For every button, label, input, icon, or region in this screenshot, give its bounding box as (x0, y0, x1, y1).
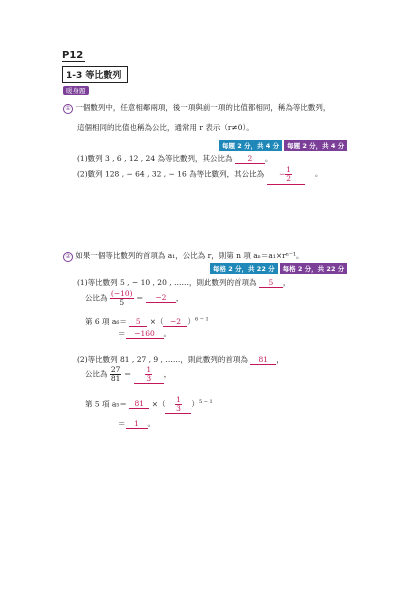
answer-numerator: 1 (146, 365, 152, 374)
term-label: 第 6 項 a₆＝ (85, 317, 127, 326)
answer-blank (165, 396, 191, 414)
part-text: (1)數列 3 , 6 , 12 , 24 為等比數列，其公比為 (77, 154, 233, 163)
answer-blank: −2 (163, 317, 187, 327)
times-symbol: ×（ (149, 317, 164, 326)
question-2-intro (63, 250, 303, 262)
ratio-denominator: 81 (110, 373, 121, 383)
question-2-part-1 (77, 277, 290, 288)
comma: ， (163, 369, 172, 379)
equals: ＝ (118, 329, 126, 338)
score-bar-1 (219, 140, 347, 151)
answer-numerator: 1 (176, 395, 181, 404)
close-paren: ） (191, 399, 199, 409)
question-1-line1: 一個數列中，任意相鄰兩項，後一項與前一項的比值都相同，稱為等比數列， (75, 103, 331, 112)
answer-numerator: 1 (286, 165, 292, 174)
answer-blank: −2 (146, 293, 176, 303)
close-paren: ） (187, 317, 195, 326)
section-title: 1-3 等比數列 (62, 66, 128, 83)
ratio-label: 公比為 (85, 369, 108, 379)
score-bar-2 (210, 263, 347, 274)
question-number: ① (63, 104, 73, 114)
term-line-1 (85, 316, 209, 327)
comma: ， (276, 355, 284, 364)
question-1-part-1 (77, 153, 272, 164)
answer-blank: 2 (235, 154, 265, 164)
part-text: (2)數列 128 , − 64 , 32 , − 16 為等比數列，其公比為 (77, 169, 265, 179)
answer-denominator: 3 (146, 373, 152, 383)
score-purple: 每題 2 分，共 4 分 (284, 140, 347, 151)
question-1-line2: 這個相同的比值也稱為公比，通常用 r 表示（r≠0）。 (77, 123, 254, 132)
answer-blank: 5 (259, 278, 283, 288)
term-label: 第 5 項 a₅＝ (85, 399, 127, 409)
question-2-part-2 (77, 354, 284, 365)
score-blue: 每格 2 分，共 22 分 (210, 263, 278, 274)
question-1-part-2 (77, 166, 322, 185)
result-line-2 (118, 418, 155, 429)
answer-blank: 81 (129, 399, 149, 409)
term-line-2 (85, 396, 213, 414)
equals: ＝ (135, 293, 144, 303)
warmup-badge: 暖身題 (63, 86, 89, 95)
answer-blank: 1 (126, 419, 148, 429)
ratio-numerator: 27 (110, 365, 121, 374)
question-2-formula: 如果一個等比數列的首項為 a₁，公比為 r，則第 n 項 aₙ＝a₁×rⁿ⁻¹。 (75, 251, 304, 260)
answer-blank: 81 (250, 355, 276, 365)
question-1-intro (63, 102, 330, 114)
comma: ， (282, 278, 291, 287)
answer-blank: −160 (126, 329, 164, 339)
comma: ， (175, 293, 184, 303)
period: 。 (264, 154, 273, 163)
answer-denominator: 3 (176, 403, 181, 413)
period: 。 (163, 329, 171, 338)
ratio-numerator: (−10) (110, 289, 133, 298)
ratio-line-1 (85, 290, 183, 307)
answer-blank (267, 166, 305, 185)
ratio-label: 公比為 (85, 293, 108, 303)
period: 。 (314, 169, 323, 179)
ratio-line-2 (85, 366, 171, 384)
ratio-denominator: 5 (119, 297, 125, 307)
equals: ＝ (118, 419, 126, 428)
answer-sign: − (278, 169, 286, 179)
question-number: ② (63, 252, 73, 262)
score-purple: 每格 2 分，共 22 分 (280, 263, 348, 274)
part-text: (2)等比數列 81 , 27 , 9 , ……，則此數列的首項為 (77, 355, 248, 364)
period: 。 (147, 419, 155, 428)
exponent: 6 − 1 (194, 316, 209, 323)
times-symbol: ×（ (151, 399, 166, 409)
page-label: P12 (62, 50, 84, 61)
result-line-1 (118, 328, 171, 339)
exponent: 5 − 1 (198, 398, 213, 405)
equals: ＝ (123, 369, 132, 379)
answer-blank (134, 366, 164, 384)
score-blue: 每題 2 分，共 4 分 (219, 140, 282, 151)
answer-blank: 5 (129, 317, 147, 327)
answer-denominator: 2 (286, 173, 292, 183)
part-text: (1)等比數列 5 , − 10 , 20 , ……，則此數列的首項為 (77, 278, 257, 287)
